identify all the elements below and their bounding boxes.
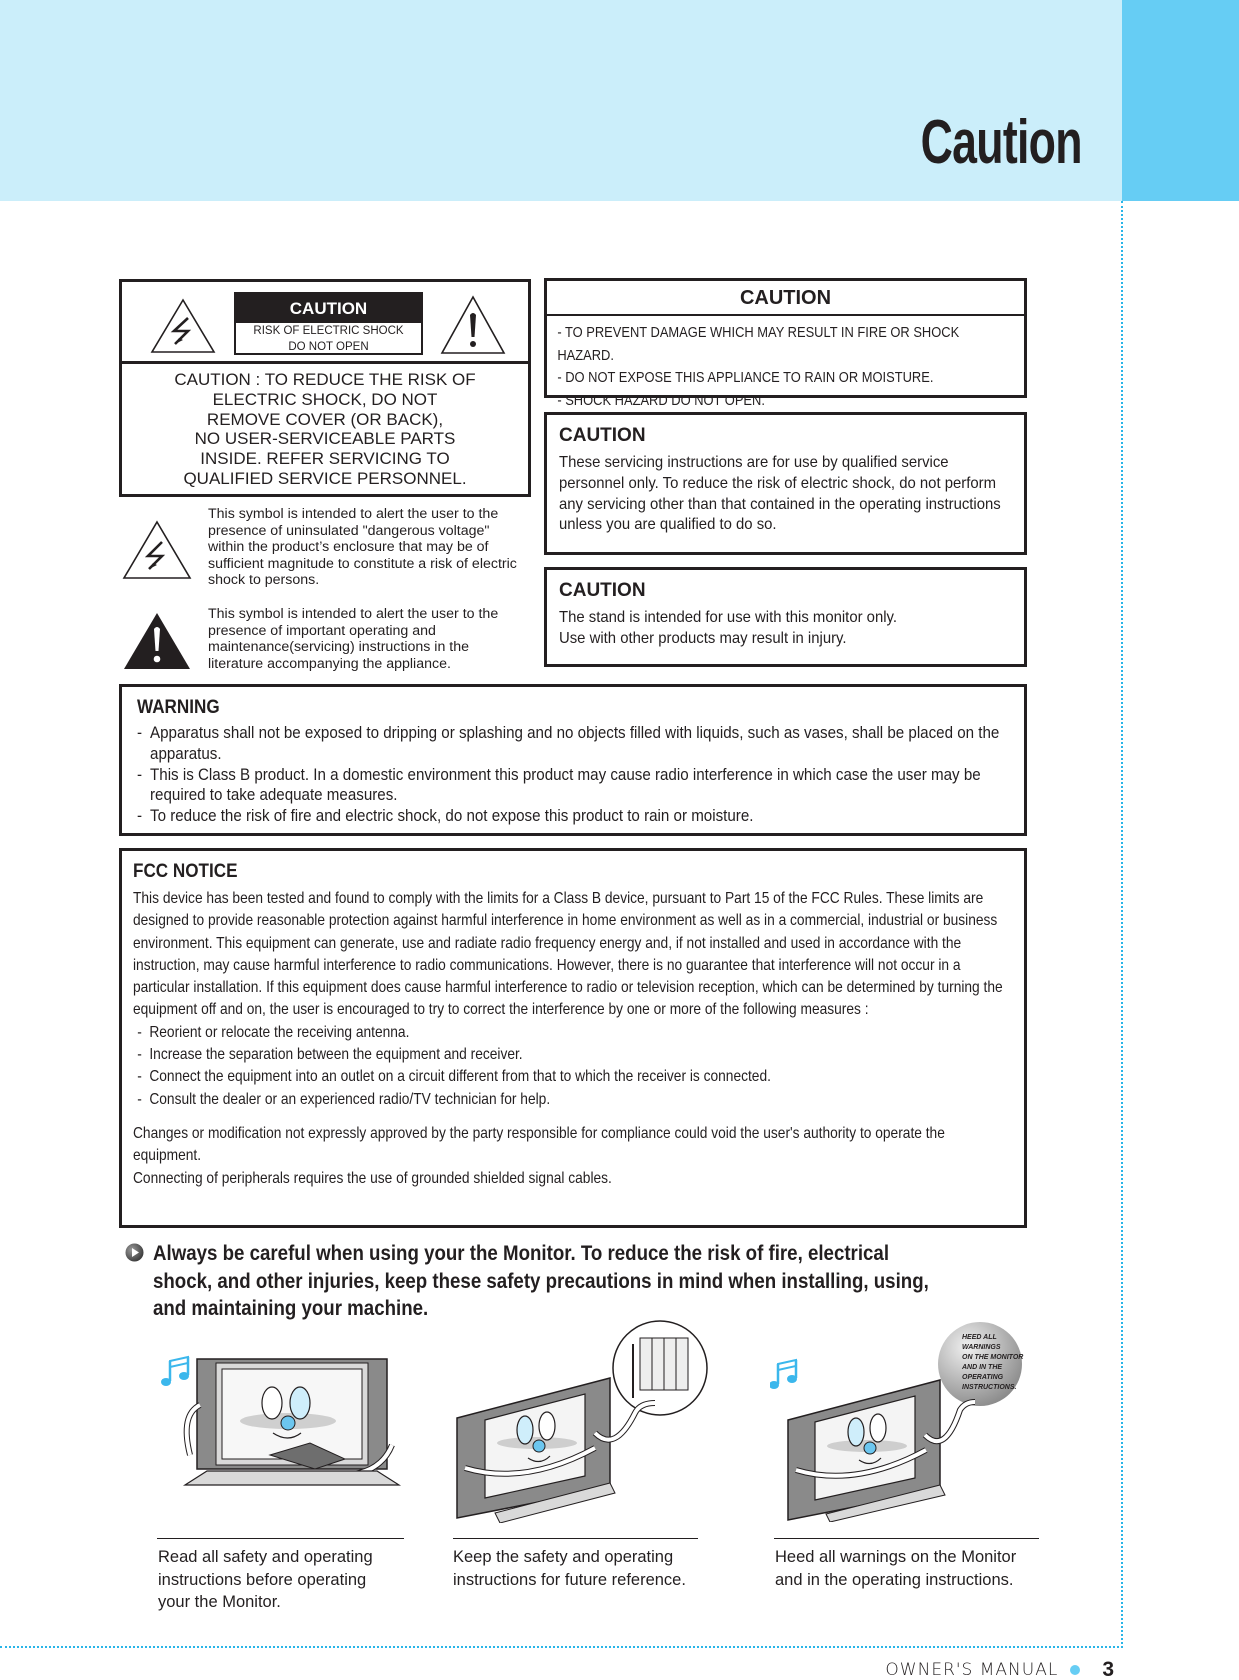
page-margin-line-horizontal (0, 1646, 1123, 1648)
shock-warning-label (119, 279, 531, 497)
dash: - (137, 807, 143, 826)
lightning-triangle-icon (150, 298, 216, 354)
fcc-note: Changes or modification not expressly approved by the party responsible for compliance could void the user's authority to operate the equipment. (133, 1124, 945, 1165)
footer-label: OWNER'S MANUAL (885, 1660, 1059, 1680)
caption-rule (774, 1538, 1039, 1539)
fcc-notice-box (119, 848, 1027, 1228)
header-tab (1122, 0, 1239, 201)
warning-box (119, 684, 1027, 836)
warning-item-text: To reduce the risk of fire and electric shock, do not expose this product to rain or moisture. (150, 807, 754, 826)
exclamation-triangle-icon (440, 295, 506, 355)
play-bullet-icon (125, 1243, 144, 1262)
caution-item: - SHOCK HAZARD DO NOT OPEN. (557, 391, 765, 409)
symbol-description: This symbol is intended to alert the user to the presence of uninsulated "dangerous voltage" within the product’s enclosure that may be of sufficient magnitude to constitute a risk of electric shock to persons. (208, 506, 517, 588)
monitor-heed-warnings-illustration (770, 1322, 1030, 1522)
music-note-icon (770, 1360, 797, 1389)
symbol-cell (122, 506, 208, 589)
monitor-keeping-books-illustration (455, 1318, 715, 1523)
fcc-measure-text: Reorient or relocate the receiving antenna. (149, 1023, 410, 1041)
page-footer (885, 1658, 1114, 1680)
caution-item: - DO NOT EXPOSE THIS APPLIANCE TO RAIN OR MOISTURE. (557, 369, 934, 386)
page-title: Caution (920, 108, 1082, 177)
warning-item-text: This is Class B product. In a domestic environment this product may cause radio interference in which case the user may be required to take adequate measures. (150, 765, 981, 805)
fcc-measure (133, 1022, 1010, 1044)
fcc-measure (133, 1089, 1010, 1111)
symbol-cell (122, 606, 208, 676)
caption-line: Heed all warnings on the Monitor (775, 1548, 1017, 1566)
symbol-explanation-instructions (122, 606, 528, 676)
caution-box-stand (544, 567, 1027, 667)
fcc-measure (133, 1066, 1010, 1088)
warning-title: WARNING (137, 697, 220, 718)
label-body-line: INSIDE. REFER SERVICING TO (200, 449, 450, 469)
caution-badge-line: RISK OF ELECTRIC SHOCK (253, 325, 404, 337)
caution-item: - TO PREVENT DAMAGE WHICH MAY RESULT IN FIRE OR SHOCK HAZARD. (557, 324, 960, 364)
page-margin-line-vertical (1121, 201, 1123, 1648)
exclamation-triangle-filled-icon (122, 611, 192, 671)
safety-intro (125, 1240, 1025, 1323)
dash: - (137, 724, 143, 742)
label-body-line: ELECTRIC SHOCK, DO NOT (212, 389, 438, 409)
label-body-line: NO USER-SERVICEABLE PARTS (194, 429, 456, 449)
caution-body-line: Use with other products may result in injury. (559, 629, 847, 647)
intro-text: Always be careful when using your the Monitor. To reduce the risk of fire, electrical shock, and other injuries, keep these safety precautions in mind when installing, using, and maintaining your machine. (153, 1242, 929, 1320)
fcc-measure-text: Consult the dealer or an experienced radio/TV technician for help. (149, 1090, 551, 1108)
bubble-text: HEED ALL WARNINGS ON THE MONITOR AND IN THE OPERATING INSTRUCTIONS. (962, 1334, 1024, 1391)
dash: - (137, 1068, 142, 1086)
caption-line: Read all safety and operating (158, 1548, 373, 1566)
caution-body: These servicing instructions are for use by qualified service personnel only. To reduce the risk of electric shock, do not perform any servicing other than that contained in the operating instructions unless you are qualified to do so. (559, 454, 1001, 534)
books-icon (633, 1338, 688, 1398)
dash: - (137, 1046, 142, 1064)
caution-badge-line: DO NOT OPEN (288, 341, 369, 353)
fcc-intro: This device has been tested and found to comply with the limits for a Class B device, pursuant to Part 15 of the FCC Rules. These limits are designed to provide reasonable protection against harmful interference in home environment as well as in a commercial, industrial or business environment. This equipment can generate, use and radiate radio frequency energy and, if not installed and used in accordance with the instruction, may cause harmful interference to radio communications. However, there is no guarantee that interference will not occur in a particular installation. If this equipment does cause harmful interference to radio or television reception, which can be determined by turning the equipment off and on, the user is encouraged to try to correct the interference by one or more of the following measures : (133, 890, 1003, 1019)
fcc-measure-text: Connect the equipment into an outlet on a circuit different from that to which the receiver is connected. (149, 1068, 771, 1086)
warning-item-text: Apparatus shall not be exposed to dripping or splashing and no objects filled with liquids, such as vases, shall be placed on the apparatus. (150, 724, 1000, 763)
label-body-line: REMOVE COVER (OR BACK), (206, 409, 444, 429)
label-header (122, 282, 528, 364)
warning-item (137, 765, 1011, 807)
label-body (122, 364, 528, 489)
caution-title: CAUTION (559, 580, 646, 601)
warning-item (137, 723, 1011, 765)
caption-line: Keep the safety and operating (453, 1548, 674, 1566)
caution-title: CAUTION (547, 281, 1024, 316)
label-body-line: QUALIFIED SERVICE PERSONNEL. (183, 468, 467, 488)
illustration-caption (453, 1546, 686, 1591)
caption-line: instructions before operating (158, 1570, 367, 1589)
intro-icon-cell (125, 1240, 153, 1323)
caution-box-hazard (544, 278, 1027, 409)
symbol-explanation-voltage (122, 506, 528, 589)
lightning-triangle-icon (122, 520, 192, 580)
caution-badge (234, 292, 423, 355)
label-body-line: CAUTION : TO REDUCE THE RISK OF (174, 370, 476, 389)
caption-rule (157, 1538, 404, 1539)
dash: - (137, 1090, 142, 1108)
monitor-reading-manual-illustration (160, 1355, 415, 1510)
dash: - (137, 765, 143, 784)
fcc-note: Connecting of peripherals requires the use of grounded shielded signal cables. (133, 1169, 612, 1187)
spacer (133, 1111, 1013, 1123)
fcc-title: FCC NOTICE (133, 861, 238, 882)
caption-line: your the Monitor. (158, 1593, 281, 1611)
symbol-description: This symbol is intended to alert the user to the presence of important operating and maintenance(servicing) instructions in the literature accompanying the appliance. (208, 606, 499, 672)
caution-box-servicing (544, 412, 1027, 555)
caption-line: and in the operating instructions. (775, 1570, 1014, 1589)
caption-line: instructions for future reference. (453, 1570, 686, 1589)
illustration-caption (158, 1546, 373, 1614)
caution-title: CAUTION (559, 425, 646, 446)
caution-list (547, 316, 1011, 412)
fcc-measure-text: Increase the separation between the equipment and receiver. (149, 1046, 523, 1064)
dash: - (137, 1023, 142, 1041)
fcc-measure (133, 1044, 1010, 1066)
bullet-dot-icon (1070, 1665, 1080, 1675)
caution-body-line: The stand is intended for use with this monitor only. (559, 609, 898, 626)
caution-badge-title: CAUTION (236, 294, 421, 323)
warning-item (137, 806, 1011, 827)
caption-rule (453, 1538, 698, 1539)
page-number: 3 (1102, 1658, 1114, 1680)
illustration-caption (775, 1546, 1016, 1591)
